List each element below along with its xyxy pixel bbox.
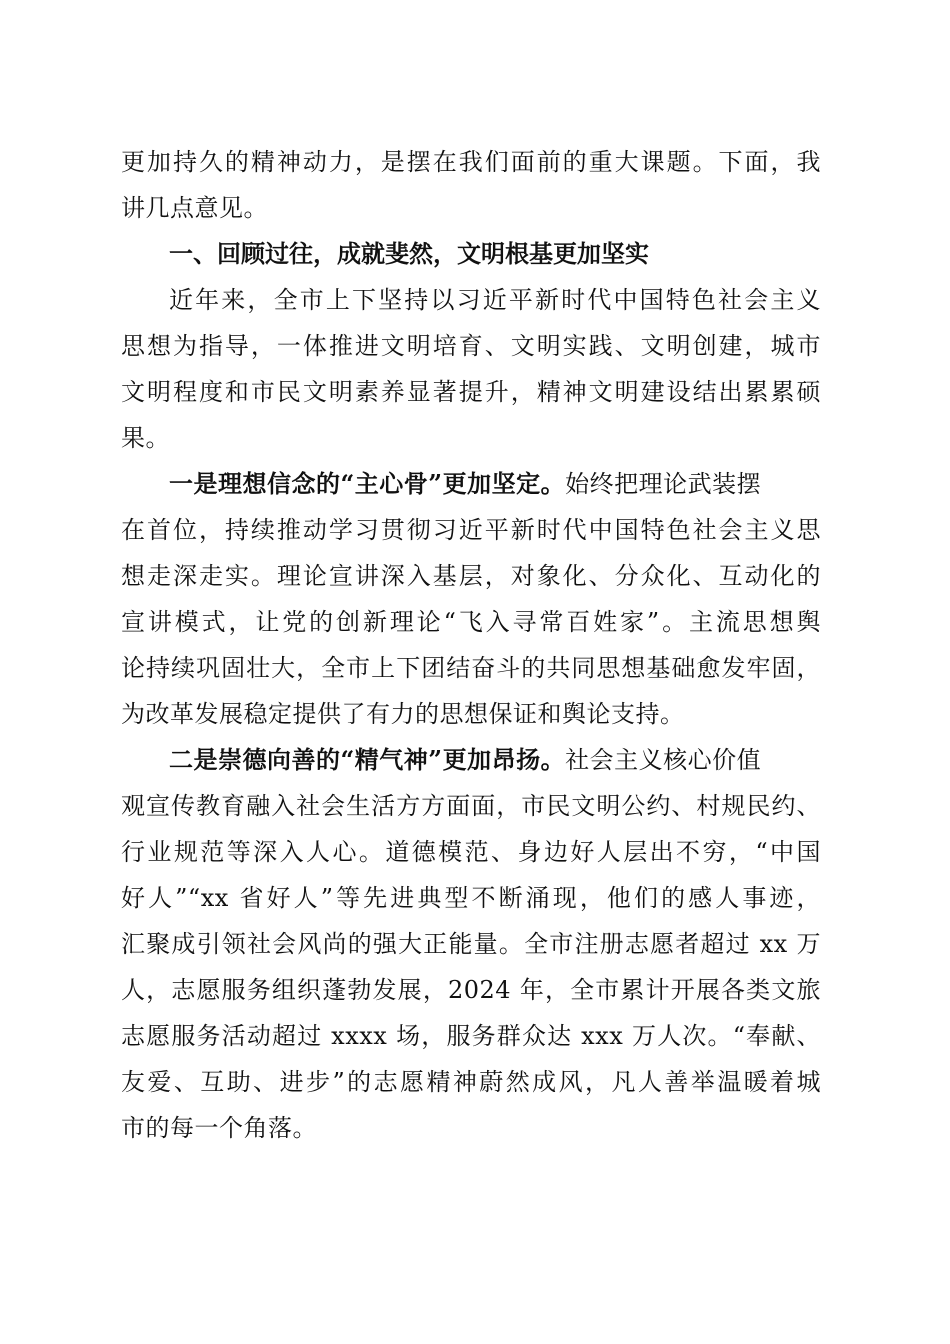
paragraph-line: 市的每一个角落。 xyxy=(121,1114,317,1142)
paragraph-line: 好人”“xx 省好人”等先进典型不断涌现，他们的感人事迹， xyxy=(121,884,821,912)
paragraph-line: 论持续巩固壮大，全市上下团结奋斗的共同思想基础愈发牢固， xyxy=(121,654,821,682)
paragraph-line: 思想为指导，一体推进文明培育、文明实践、文明创建，城市 xyxy=(121,332,821,360)
paragraph-line: 文明程度和市民文明素养显著提升，精神文明建设结出累累硕 xyxy=(121,378,821,406)
paragraph-line: 近年来，全市上下坚持以习近平新时代中国特色社会主义 xyxy=(169,286,821,314)
paragraph-line: 果。 xyxy=(121,424,170,452)
intro-line: 更加持久的精神动力，是摆在我们面前的重大课题。下面，我 xyxy=(121,148,821,176)
section-heading: 一、回顾过往，成就斐然，文明根基更加坚实 xyxy=(169,240,649,268)
paragraph-line: 在首位，持续推动学习贯彻习近平新时代中国特色社会主义思 xyxy=(121,516,821,544)
paragraph-line: 行业规范等深入人心。道德模范、身边好人层出不穷，“中国 xyxy=(121,838,821,866)
paragraph-lead: 二是崇德向善的“精气神”更加昂扬。 xyxy=(169,745,566,774)
paragraph-line: 观宣传教育融入社会生活方方面面，市民文明公约、村规民约、 xyxy=(121,792,821,820)
paragraph-line: 志愿服务活动超过 xxxx 场，服务群众达 xxx 万人次。“奉献、 xyxy=(121,1022,821,1050)
paragraph-line: 想走深走实。理论宣讲深入基层，对象化、分众化、互动化的 xyxy=(121,562,821,590)
paragraph-lead: 一是理想信念的“主心骨”更加坚定。 xyxy=(169,469,566,498)
paragraph-line: 为改革发展稳定提供了有力的思想保证和舆论支持。 xyxy=(121,700,685,728)
paragraph-line: 友爱、互助、进步”的志愿精神蔚然成风，凡人善举温暖着城 xyxy=(121,1068,821,1096)
paragraph-first-line xyxy=(121,737,821,783)
paragraph-line: 宣讲模式，让党的创新理论“飞入寻常百姓家”。主流思想舆 xyxy=(121,608,821,636)
paragraph-first-rest: 社会主义核心价值 xyxy=(565,746,762,774)
intro-line: 讲几点意见。 xyxy=(121,194,268,222)
paragraph-first-rest: 始终把理论武装摆 xyxy=(565,470,762,498)
document-body xyxy=(121,139,821,1151)
paragraph-line: 汇聚成引领社会风尚的强大正能量。全市注册志愿者超过 xx 万 xyxy=(121,930,821,958)
paragraph-line: 人，志愿服务组织蓬勃发展，2024 年，全市累计开展各类文旅 xyxy=(121,976,821,1004)
paragraph-first-line xyxy=(121,461,821,507)
